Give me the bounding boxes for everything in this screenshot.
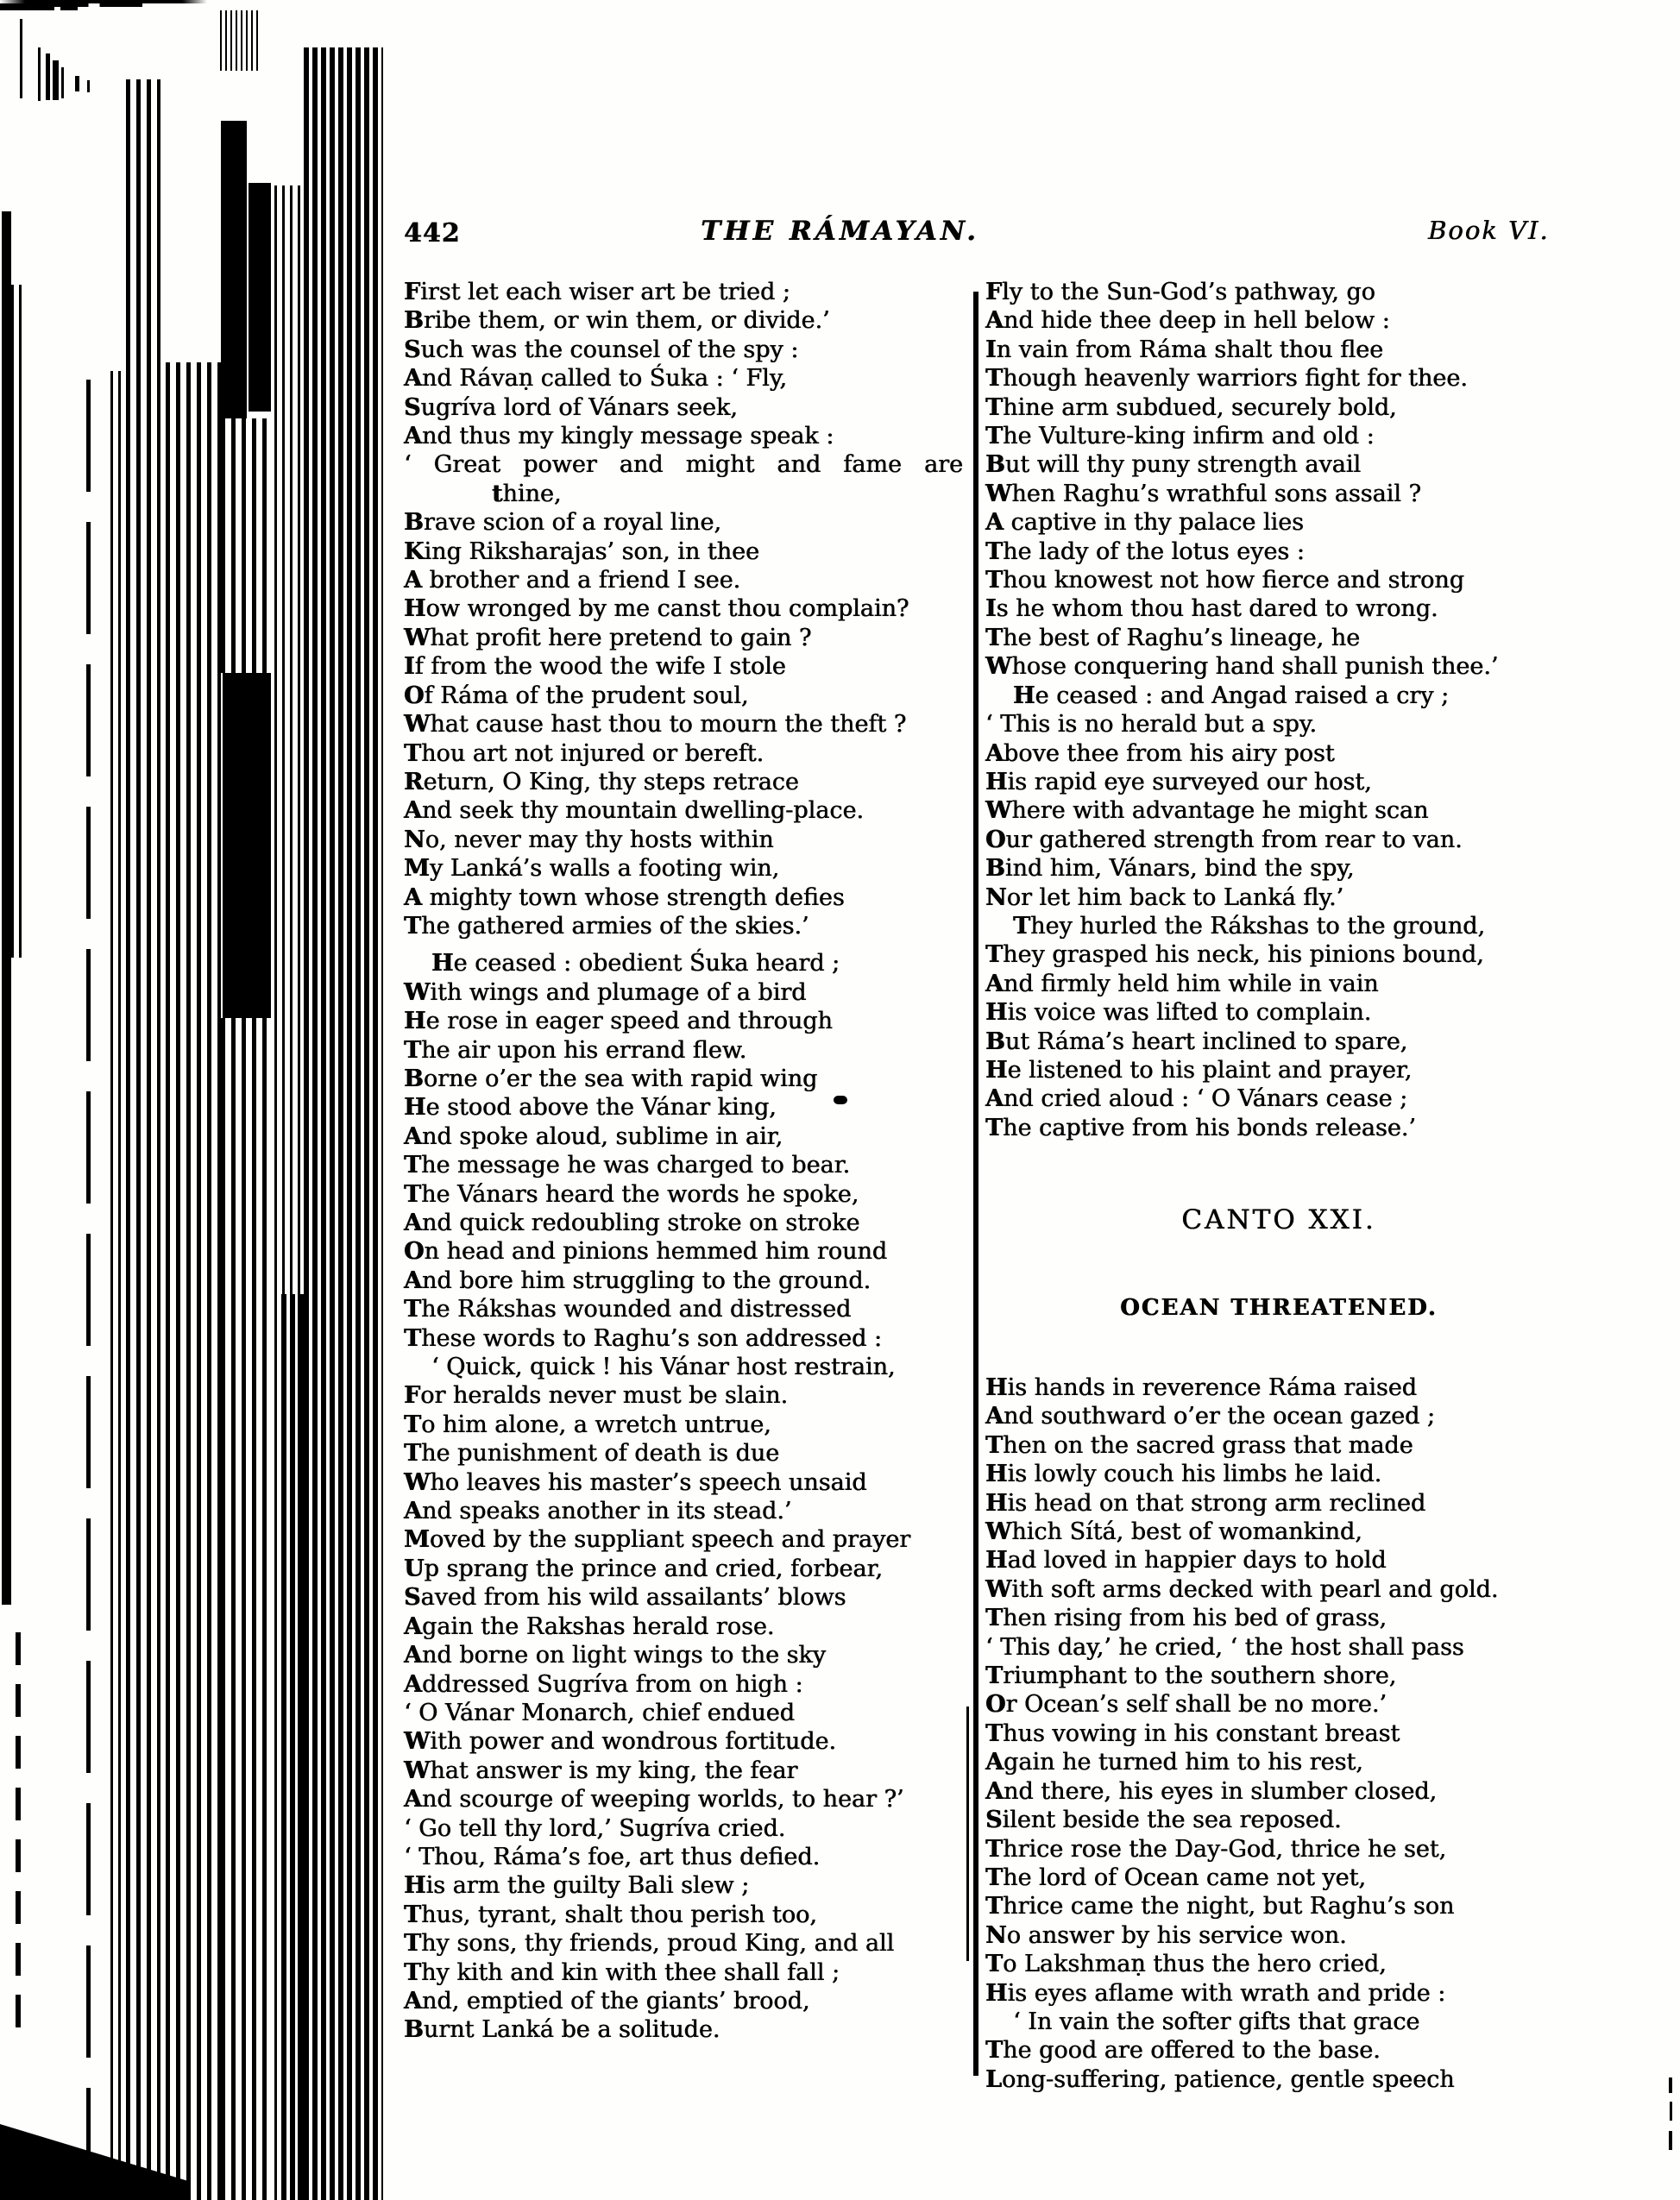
poem-line: Brave scion of a royal line, <box>404 509 721 537</box>
poem-line: For heralds never must be slain. <box>404 1382 789 1410</box>
poem-line: Thou art not injured or bereft. <box>404 739 764 767</box>
poem-line: Thrice came the night, but Raghu’s son <box>985 1893 1455 1920</box>
poem-line: Though heavenly warriors fight for thee. <box>985 365 1468 393</box>
poem-line: The lady of the lotus eyes : <box>985 537 1305 565</box>
poem-line: The captive from his bonds release.’ <box>985 1114 1416 1141</box>
scan-streak <box>1670 2102 1672 2121</box>
poem-line: Thus vowing in his constant breast <box>985 1719 1400 1747</box>
poem-line: But will thy puny strength avail <box>985 451 1362 479</box>
column-divider-rule <box>973 292 978 2076</box>
poem-line: The best of Raghu’s lineage, he <box>985 624 1361 651</box>
poem-line: They grasped his neck, his pinions bound, <box>985 941 1484 969</box>
poem-line: The air upon his errand flew. <box>404 1036 747 1064</box>
poem-line: And hide thee deep in hell below : <box>985 307 1390 335</box>
subtitle-rule <box>0 7 78 10</box>
poem-line: And scourge of weeping worlds, to hear ?’ <box>404 1786 904 1813</box>
poem-line: What answer is my king, the fear <box>404 1757 798 1784</box>
scan-streak <box>11 285 27 958</box>
scan-streak <box>110 371 125 2200</box>
poem-line: Sugríva lord of Vánars seek, <box>404 393 738 421</box>
poem-line: Thine arm subdued, securely bold, <box>985 393 1397 421</box>
poem-line: Bribe them, or win them, or divide.’ <box>404 307 830 335</box>
poem-line: Borne o’er the sea with rapid wing <box>404 1065 818 1092</box>
poem-line: Whose conquering hand shall punish thee.’ <box>985 653 1499 681</box>
poem-line: The gathered armies of the skies.’ <box>404 912 809 940</box>
canto-title: CANTO XXI. <box>1181 1204 1376 1235</box>
scan-streak <box>38 47 41 101</box>
column-divider-rule-segment <box>966 1707 969 1961</box>
poem-line: His rapid eye surveyed our host, <box>985 768 1372 795</box>
poem-line: ‘ Thou, Ráma’s foe, art thus defied. <box>404 1843 821 1870</box>
scan-streak <box>53 60 59 100</box>
scan-streak <box>0 2124 188 2200</box>
poem-line: Then on the sacred grass that made <box>985 1431 1413 1459</box>
poem-line: Addressed Sugríva from on high : <box>404 1670 803 1698</box>
poem-line: Thrice rose the Day-God, thrice he set, <box>985 1835 1447 1863</box>
poem-line: And spoke aloud, sublime in air, <box>404 1122 783 1150</box>
poem-line: A captive in thy palace lies <box>985 509 1304 537</box>
poem-line: When Raghu’s wrathful sons assail ? <box>985 480 1421 507</box>
scan-streak <box>221 418 271 673</box>
poem-line: ‘ Great power and might and fame are <box>404 451 963 479</box>
poem-line: And quick redoubling stroke on stroke <box>404 1210 860 1236</box>
scan-streak <box>87 80 90 92</box>
poem-line: His eyes aflame with wrath and pride : <box>985 1979 1446 2007</box>
poem-line: His lowly couch his limbs he laid. <box>985 1461 1382 1488</box>
poem-line: His voice was lifted to complain. <box>985 999 1372 1027</box>
poem-line: A mighty town whose strength defies <box>404 883 845 911</box>
poem-line: Our gathered strength from rear to van. <box>985 826 1463 853</box>
scan-streak <box>166 362 221 2200</box>
poem-line: No answer by his service won. <box>985 1921 1347 1949</box>
poem-line: He ceased : obedient Śuka heard ; <box>431 950 840 977</box>
poem-line: The lord of Ocean came not yet, <box>985 1864 1366 1891</box>
poem-line: With power and wondrous fortitude. <box>404 1728 837 1756</box>
poem-line: Thou knowest not how fierce and strong <box>985 567 1464 594</box>
poem-line: Again the Rakshas herald rose. <box>404 1612 775 1640</box>
scan-streak <box>86 371 91 2200</box>
poem-line: He stood above the Vánar king, <box>404 1094 777 1122</box>
poem-line: In vain from Ráma shalt thou flee <box>985 336 1384 363</box>
poem-line: The punishment of death is due <box>404 1440 780 1468</box>
scan-streak <box>221 1018 271 2200</box>
poem-line: They hurled the Rákshas to the ground, <box>1013 912 1486 940</box>
poem-line: Long-suffering, patience, gentle speech <box>985 2065 1455 2093</box>
poem-line: And borne on light wings to the sky <box>404 1642 827 1669</box>
poem-line: What cause hast thou to mourn the theft ? <box>404 711 907 739</box>
scan-streak <box>221 121 247 418</box>
poem-line: thine, <box>492 480 562 507</box>
poem-line: Saved from his wild assailants’ blows <box>404 1584 846 1612</box>
scan-streak <box>220 10 258 71</box>
poem-line: Triumphant to the southern shore, <box>985 1663 1397 1690</box>
poem-line: He rose in eager speed and through <box>404 1008 833 1035</box>
running-title: THE RÁMAYAN. <box>701 216 979 247</box>
poem-line: ‘ Go tell thy lord,’ Sugríva cried. <box>404 1814 786 1842</box>
poem-line: Of Ráma of the prudent soul, <box>404 682 749 709</box>
poem-line: Then rising from his bed of grass, <box>985 1605 1387 1632</box>
poem-line: But Ráma’s heart inclined to spare, <box>985 1028 1408 1055</box>
poem-line: ‘ This is no herald but a spy. <box>985 711 1317 739</box>
poem-line: No, never may thy hosts within <box>404 826 774 853</box>
poem-line: What profit here pretend to gain ? <box>404 624 812 651</box>
scan-streak <box>1669 2077 1672 2093</box>
scan-streak <box>2 211 11 1605</box>
poem-line: Thus, tyrant, shalt thou perish too, <box>404 1901 817 1928</box>
poem-line: And thus my kingly message speak : <box>404 423 834 450</box>
poem-line: Is he whom thou hast dared to wrong. <box>985 595 1438 623</box>
poem-line: Where with advantage he might scan <box>985 797 1429 825</box>
page-number: 442 <box>404 218 461 248</box>
poem-line: A brother and a friend I see. <box>404 567 741 594</box>
scan-streak <box>16 1622 21 2027</box>
poem-line: ‘ Quick, quick ! his Vánar host restrain, <box>431 1354 896 1381</box>
scan-streak <box>1669 2131 1672 2150</box>
poem-line: Burnt Lanká be a solitude. <box>404 2016 720 2044</box>
scan-streak <box>126 79 160 2200</box>
poem-line: With soft arms decked with pearl and gold. <box>985 1575 1499 1603</box>
poem-line: The Vulture-king infirm and old : <box>985 423 1375 450</box>
poem-line: Above thee from his airy post <box>985 739 1335 767</box>
poem-line: Who leaves his master’s speech unsaid <box>404 1468 867 1496</box>
poem-line: To Lakshmaṇ thus the hero cried, <box>985 1951 1387 1978</box>
poem-line: Such was the counsel of the spy : <box>404 336 799 363</box>
poem-line: Silent beside the sea reposed. <box>985 1807 1342 1834</box>
poem-line: And bore him struggling to the ground. <box>404 1267 871 1294</box>
poem-line: King Riksharajas’ son, in thee <box>404 537 759 565</box>
left-verse-column <box>404 278 963 2045</box>
scan-streak <box>20 19 22 98</box>
poem-line: Thy sons, thy friends, proud King, and all <box>404 1930 895 1958</box>
poem-line: Thy kith and kin with thee shall fall ; <box>404 1958 840 1986</box>
poem-line: These words to Raghu’s son addressed : <box>404 1324 882 1352</box>
scan-streak <box>223 673 271 1018</box>
poem-line: With wings and plumage of a bird <box>404 978 807 1006</box>
poem-line: How wronged by me canst thou complain? <box>404 595 909 623</box>
poem-line: His hands in reverence Ráma raised <box>985 1374 1417 1401</box>
poem-line: On head and pinions hemmed him round <box>404 1238 888 1266</box>
poem-line: The Rákshas wounded and distressed <box>404 1296 852 1323</box>
poem-line: And cried aloud : ‘ O Vánars cease ; <box>985 1085 1408 1113</box>
canto-subtitle: OCEAN THREATENED. <box>1120 1295 1438 1321</box>
scan-streak <box>46 53 50 100</box>
poem-line: Nor let him back to Lanká fly.’ <box>985 883 1344 911</box>
poem-line: He listened to his plaint and prayer, <box>985 1056 1413 1084</box>
poem-line: And there, his eyes in slumber closed, <box>985 1777 1438 1805</box>
scan-streak <box>75 76 79 91</box>
poem-line: My Lanká’s walls a footing win, <box>404 855 780 883</box>
scan-streak <box>61 67 64 98</box>
scan-streak <box>274 185 304 2200</box>
scan-streak <box>304 47 383 2200</box>
poem-line: He ceased : and Angad raised a cry ; <box>1013 682 1450 709</box>
poem-line: The good are offered to the base. <box>985 2037 1381 2065</box>
poem-line: And seek thy mountain dwelling-place. <box>404 797 865 825</box>
poem-line: His head on that strong arm reclined <box>985 1489 1426 1517</box>
right-verse-column-lower <box>985 1373 1572 2094</box>
poem-line: And Rávaṇ called to Śuka : ‘ Fly, <box>404 365 787 393</box>
poem-line: Up sprang the prince and cried, forbear, <box>404 1555 883 1582</box>
poem-line: Had loved in happier days to hold <box>985 1547 1387 1575</box>
poem-line: And, emptied of the giants’ brood, <box>404 1987 810 2015</box>
poem-line: The Vánars heard the words he spoke, <box>404 1180 859 1208</box>
poem-line: ‘ This day,’ he cried, ‘ the host shall pass <box>985 1633 1464 1661</box>
poem-line: If from the wood the wife I stole <box>404 653 786 681</box>
poem-line: Again he turned him to his rest, <box>985 1749 1363 1776</box>
poem-line: First let each wiser art be tried ; <box>404 279 790 305</box>
poem-line: Moved by the suppliant speech and prayer <box>404 1526 911 1554</box>
poem-line: Or Ocean’s self shall be no more.’ <box>985 1691 1387 1719</box>
poem-line: Fly to the Sun-God’s pathway, go <box>985 279 1375 305</box>
poem-line: His arm the guilty Bali slew ; <box>404 1872 750 1900</box>
poem-line: And speaks another in its stead.’ <box>404 1498 792 1525</box>
poem-line: ‘ In vain the softer gifts that grace <box>1013 2008 1420 2035</box>
poem-line: And firmly held him while in vain <box>985 970 1379 997</box>
book-label: Book VI. <box>1428 216 1550 245</box>
poem-line: The message he was charged to bear. <box>404 1152 851 1179</box>
poem-line: To him alone, a wretch untrue, <box>404 1411 771 1438</box>
right-verse-column-upper <box>985 278 1572 1142</box>
poem-line: And southward o’er the ocean gazed ; <box>985 1403 1436 1430</box>
scan-streak <box>281 1294 304 2200</box>
poem-line: Bind him, Vánars, bind the spy, <box>985 855 1355 883</box>
poem-line: Return, O King, thy steps retrace <box>404 768 799 795</box>
poem-line: ‘ O Vánar Monarch, chief endued <box>404 1699 795 1726</box>
poem-line: Which Sítá, best of womankind, <box>985 1518 1362 1546</box>
